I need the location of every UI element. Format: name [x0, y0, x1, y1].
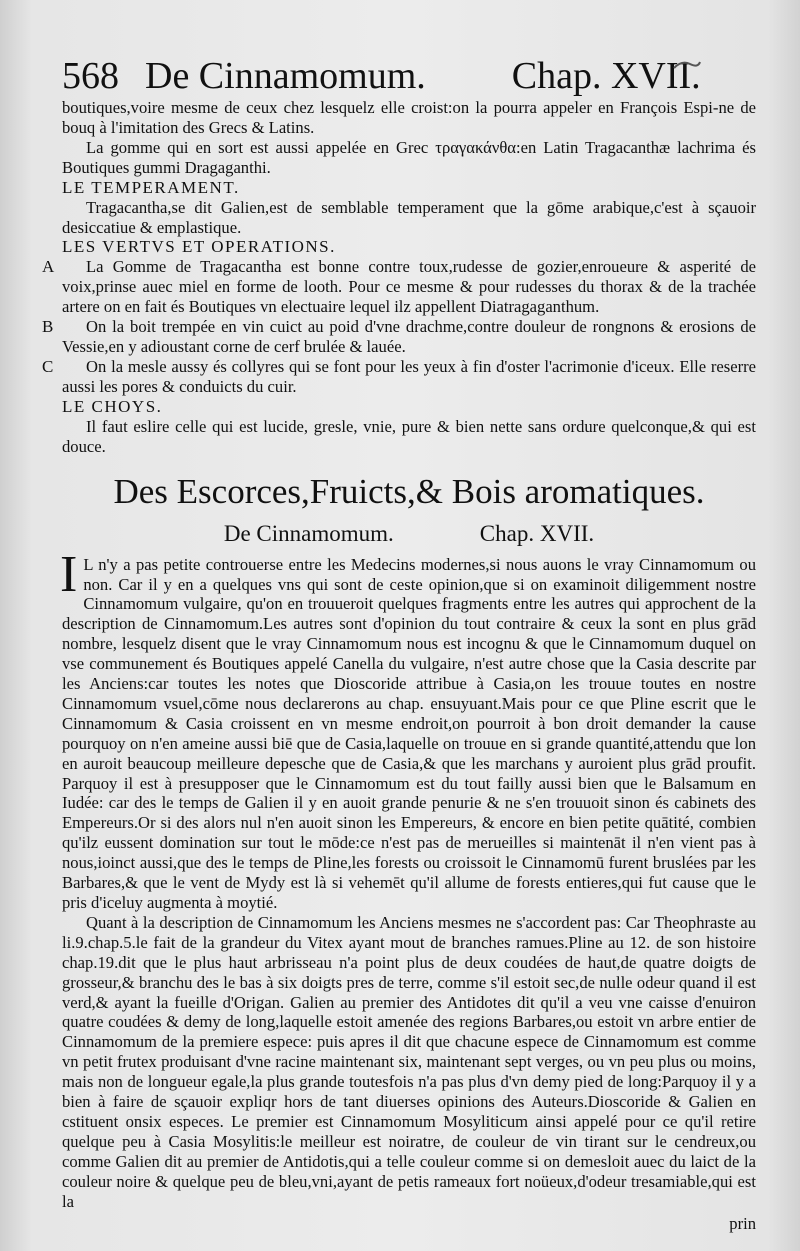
- paragraph: La gomme qui en sort est aussi appelée en Grec τραγακάνθα:en Latin Tragacanthæ lachrima és Boutiques gummi Dragaganthi.: [62, 137, 756, 177]
- margin-letter: A: [42, 257, 55, 277]
- chapter-number: Chap. XVII.: [479, 520, 595, 546]
- chapter-heading: [62, 519, 756, 549]
- numbered-item: [42, 356, 756, 397]
- section-title: Des Escorces,Fruicts,& Bois aromatiques.: [113, 471, 705, 511]
- ink-mark-icon: [672, 58, 702, 74]
- section-heading: LES VERTVS ET OPERATIONS.: [62, 237, 336, 257]
- paragraph: On la mesle aussy és collyres qui se font pour les yeux à fin d'oster l'acrimonie d'iceux. Elle reserre aussi les pores & conduicts du cuir.: [62, 356, 756, 396]
- catchword: prin: [729, 1213, 756, 1233]
- chapter-name: De Cinnamomum.: [223, 520, 394, 546]
- numbered-item: [42, 257, 756, 317]
- paragraph: La Gomme de Tragacantha est bonne contre toux,rudesse de gozier,enroueure & asperité de voix,prinse auec miel en forme de looth. Pour ce mesme & pour rudesses du thorax & de la trachée artere on en fait és Boutiques vn electuaire lequel ilz appellent Diatragaganthum.: [62, 257, 756, 317]
- running-header: [62, 40, 756, 98]
- section-heading: LE TEMPERAMENT.: [62, 177, 240, 197]
- paragraph-text: L n'y a pas petite controuerse entre les Medecins modernes,si nous auons le vray Cinnamomum ou non. Car il y en a quelques vns qui sont de ceste opinion,que si on examinoit diligemment nostre Cinnamomum vulgaire, qu'on en trouueroit quelques fragments entre les autres qui approchent de la description de Cinnamomum.Les autres sont d'opinion du tout contraire & ceux la sont en plus grād nombre, lesquelz disent que le vray Cinnamomum nous est incognu & que le Cinnamomum duquel on vse communement és Boutiques appelé Canella du vulgaire, n'est autre chose que la Casia descrite par les Anciens:car toutes les notes que Dioscoride attribue à Casia,on les trouue toutes en nostre Cinnamomum vsuel,cōme nous declarerons au chap. ensuyuant.Mais pour ce que Pline escrit que le Cinnamomum & Casia croissent en vn mesme endroit,on pourroit à bon droit demander la cause pourquoy on n'en ameine aussi biē que de Casia,laquelle on trouue en si grande quantité,attendu que lon en auroit beaucoup meilleure depesche que de Casia,& que les marchans y auroient plus grād proufit. Parquoy il est à presupposer que le Cinnamomum est du tout failly aussi bien que le Balsamum en Iudée: car des le temps de Galien il y en auoit grande penurie & ne s'en trouuoit sinon és cabinets des Empereurs.Or si des alors nul n'en auoit sinon les Empereurs, & encore en bien petite quātité, combien qu'ilz eussent domination sur tout le mōde:ce n'est pas de merueilles si maintenāt il n'en vient pas à nous,ioinct aussi,que des le temps de Pline,les forests ou croissoit le Cinnamomū furent bruslées par les Barbares,& que le vent de Mydy est là si vehemēt qu'il allume de forests entieres,qui fut cause que le pris d'iceluy augmenta à moytié.: [62, 554, 756, 912]
- page-number: 568: [62, 55, 119, 97]
- drop-cap: I: [60, 545, 78, 603]
- paragraph: On la boit trempée en vin cuict au poid d'vne drachme,contre douleur de rongnons & erosions de Vessie,en y adioustant corne de cerf brulée & lauée.: [62, 317, 756, 357]
- paragraph: Tragacantha,se dit Galien,est de semblable temperament que la gōme arabique,c'est à sçauoir desiccatiue & emplastique.: [62, 197, 756, 237]
- paragraph: Quant à la description de Cinnamomum les Anciens mesmes ne s'accordent pas: Car Theophraste au li.9.chap.5.le fait de la grandeur du Vitex ayant mout de branches ramues.Pline au 12. de son histoire chap.19.dit que le plus haut arbrisseau n'a point plus de deux coudées de haut,de quatre doigts de grosseur,& branchu des le bas à six doigts pres de terre, comme s'il estoit sec,de nulle odeur quand il est verd,& ayant la fueille d'Origan. Galien au premier des Antidotes dit qu'il a veu vne caisse d'enuiron quatre coudées & demy de long,laquelle estoit amenée des regions Barbares,ou estoit vn arbre entier de Cinnamomum de la premiere espece: puis apres il dit que chacune espece de Cinnamomum est comme vn petit frutex produisant d'vne racine maintenant six, maintenant sept verges, ou vn peu plus ou moins, mais non de longueur egale,la plus grande toutesfois n'a pas plus d'vn demy pied de long:Parquoy il y a bien à faire de sçauoir expliqr hors de tant diuerses opinions des Auteurs.Dioscoride & Galien en cstituent onsix especes. Le premier est Cinnamomum Mosyliticum ainsi appelé pour ce qu'il retire quelque peu à Casia Mosylitis:le meilleur est noiratre, de couleur de vin tirant sur le cendreux,ou comme Galien dit au premier de Antidotis,qui a telle couleur comme si on demesloit auec du laict de la couleur noire & quelque peu de bleu,vni,ayant de petis rameaux fort noüeux,d'odeur tresamiable,qui est la: [62, 912, 756, 1211]
- numbered-item: [42, 317, 756, 357]
- paragraph: [60, 545, 756, 913]
- running-title: De Cinnamomum.: [145, 55, 426, 97]
- margin-letter: C: [42, 356, 54, 376]
- paragraph: boutiques,voire mesme de ceux chez lesquelz elle croist:on la pourra appeler en François Espi-ne de bouq à l'imitation des Grecs & Latins.: [62, 98, 756, 137]
- section-heading: LE CHOYS.: [62, 396, 163, 416]
- running-chapter: Chap. XVII.: [511, 55, 701, 97]
- paragraph: Il faut eslire celle qui est lucide, gresle, vnie, pure & bien nette sans ordure quelconque,& qui est douce.: [62, 416, 756, 456]
- page-text: [42, 98, 756, 1233]
- margin-letter: B: [42, 317, 54, 337]
